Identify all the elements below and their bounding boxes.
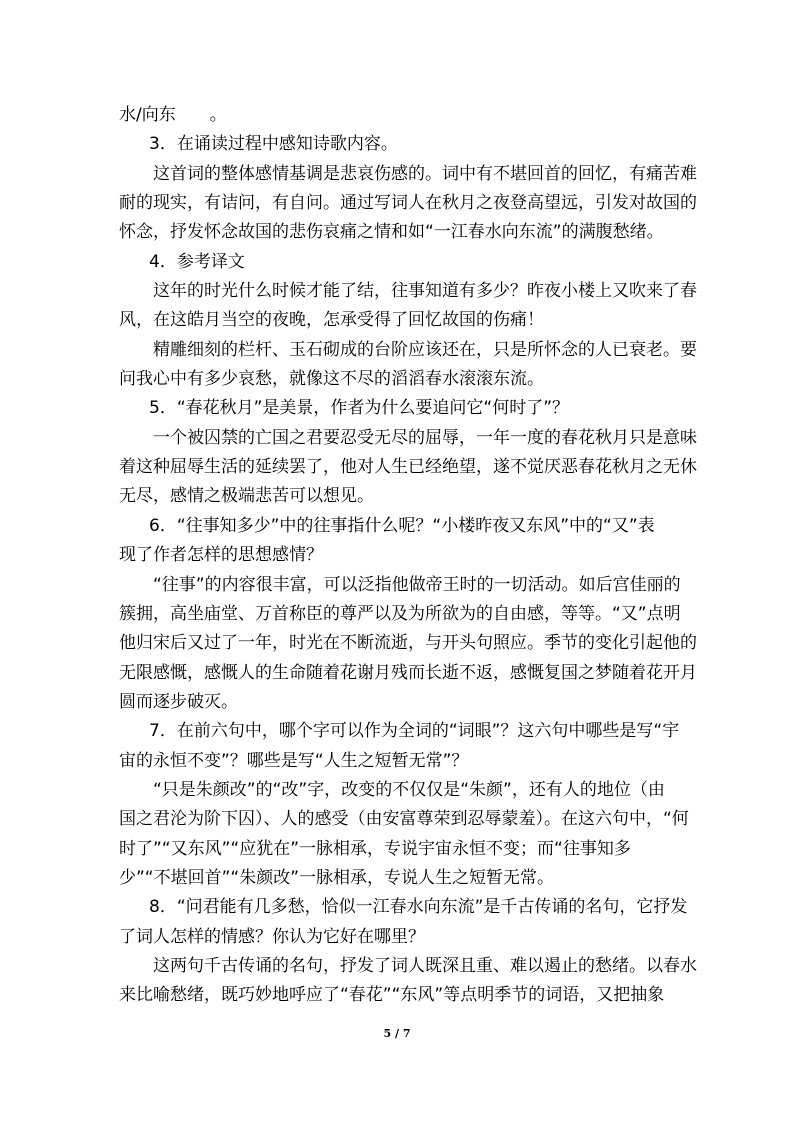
text-line: 风，在这皓月当空的夜晚，怎承受得了回忆故国的伤痛！ (119, 310, 544, 331)
text-line: 簇拥，高坐庙堂、万首称臣的尊严以及为所欲为的自由感，等等。“又”点明 (119, 603, 681, 624)
question-heading: 8．“问君能有几多愁，恰似一江春水向东流”是千古传诵的名句，它抒发 (149, 897, 688, 918)
text-line: 精雕细刻的栏杆、玉石砌成的台阶应该还在，只是所怀念的人已衰老。要 (153, 339, 697, 360)
question-heading: 3．在诵读过程中感知诗歌内容。 (149, 134, 398, 155)
question-heading: 4．参考译文 (149, 251, 245, 272)
text-line: 来比喻愁绪，既巧妙地呼应了“春花”“东风”等点明季节的词语，又把抽象 (119, 985, 665, 1006)
text-line: 现了作者怎样的思想感情？ (119, 545, 323, 566)
text-line: 这年的时光什么时候才能了结，往事知道有多少？昨夜小楼上又吹来了春 (153, 281, 697, 302)
text-line: 一个被囚禁的亡国之君要忍受无尽的屈辱，一年一度的春花秋月只是意味 (153, 427, 697, 448)
text-line: 水/向东 。 (119, 105, 227, 125)
question-heading: 6．“往事知多少”中的往事指什么呢？“小楼昨夜又东风”中的“又”表 (149, 515, 655, 536)
text-line: 问我心中有多少哀愁，就像这不尽的滔滔春水滚滚东流。 (119, 369, 544, 390)
text-line: 着这种屈辱生活的延续罢了，他对人生已经绝望，遂不觉厌恶春花秋月之无休 (119, 457, 697, 478)
body-text (119, 101, 697, 1011)
text-line: “往事”的内容很丰富，可以泛指他做帝王时的一切活动。如后宫佳丽的 (153, 574, 681, 595)
page-number: 5 / 7 (383, 1027, 411, 1040)
text-line: 国之君沦为阶下囚）、人的感受（由安富尊荣到忍辱蒙羞）。在这六句中，“何 (119, 809, 689, 830)
question-heading: 5．“春花秋月”是美景，作者为什么要追问它“何时了”？ (149, 398, 570, 419)
text-line: 宙的永恒不变”？哪些是写“人生之短暂无常”？ (119, 750, 469, 771)
text-line: 了词人怎样的情感？你认为它好在哪里？ (119, 926, 425, 947)
text-line: 时了”“又东风”“应犹在”一脉相承，专说宇宙永恒不变；而“往事知多 (119, 838, 631, 859)
text-line: 圆而逐步破灭。 (119, 691, 238, 712)
text-line: 少”“不堪回首”“朱颜改”一脉相承，专说人生之短暂无常。 (119, 867, 555, 888)
text-line: 无尽，感情之极端悲苦可以想见。 (119, 486, 374, 507)
text-line: 耐的现实，有诘问，有自问。通过写词人在秋月之夜登高望远，引发对故国的 (119, 193, 697, 214)
text-line: 这首词的整体感情基调是悲哀伤感的。词中有不堪回首的回忆，有痛苦难 (153, 163, 697, 184)
text-line: 怀念，抒发怀念故国的悲伤哀痛之情和如“一江春水向东流”的满腹愁绪。 (119, 222, 664, 243)
text-line: “只是朱颜改”的“改”字，改变的不仅仅是“朱颜”，还有人的地位（由 (153, 779, 665, 800)
text-line: 这两句千古传诵的名句，抒发了词人既深且重、难以遏止的愁绪。以春水 (153, 955, 697, 976)
text-line: 无限感慨，感慨人的生命随着花谢月残而长逝不返，感慨复国之梦随着花开月 (119, 662, 697, 683)
question-heading: 7．在前六句中，哪个字可以作为全词的“词眼”？这六句中哪些是写“宇 (149, 721, 680, 742)
text-line: 他归宋后又过了一年，时光在不断流逝，与开头句照应。季节的变化引起他的 (119, 633, 697, 654)
